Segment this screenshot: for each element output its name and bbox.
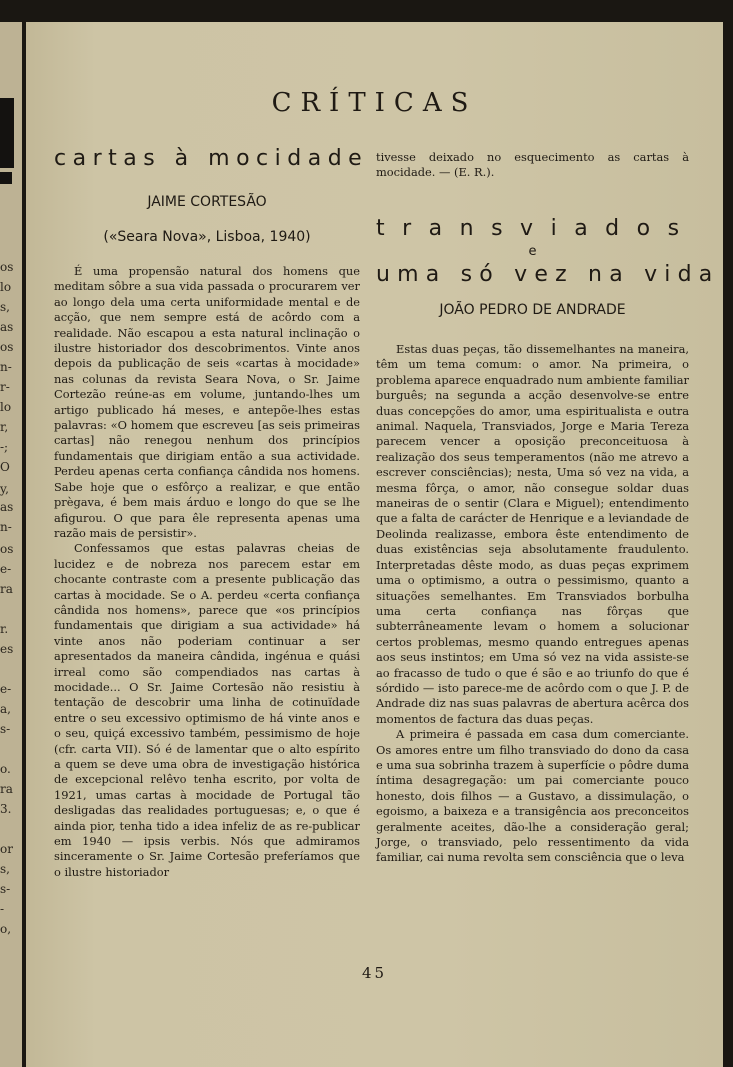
margin-fragment: s-	[0, 722, 11, 736]
margin-fragment: e-	[0, 682, 12, 696]
margin-fragment: e-	[0, 562, 12, 576]
page	[26, 22, 723, 1067]
margin-fragment: as	[0, 320, 14, 334]
margin-fragment: n-	[0, 520, 12, 534]
article1-continuation	[376, 150, 689, 181]
margin-fragment: o,	[0, 922, 12, 936]
article1-continuation-text: tivesse deixado no esquecimento as cartas à mocidade. — (E. R.).	[376, 150, 689, 180]
margin-fragment: s,	[0, 862, 10, 876]
margin-fragment: as	[0, 500, 14, 514]
margin-fragment: n-	[0, 360, 12, 374]
margin-fragment: r,	[0, 420, 9, 434]
margin-fragment: ra	[0, 782, 13, 796]
margin-fragment: r.	[0, 622, 9, 636]
article1-paragraph: Confessamos que estas palavras cheias de lucidez e de nobreza nos parecem estar em chocante contraste com a presente publicação das cartas à mocidade. Se o A. perdeu «certa confiança cândida nos homens», parece que «os princípios fundamentais que dirigiam a sua actividade» há vinte anos não poderiam continuar a ser apresentados da maneira cândida, ingénua e quási irreal como são compendiados nas cartas à mocidade... O Sr. Jaime Cortesão não resistiu à tentação de descobrir uma linha de cotinuïdade entre o seu excessivo optimismo de há vinte anos e o seu, quiçá excessivo também, pessimismo de hoje (cfr. carta VII). Só é de lamentar que o alto espírito a quem se deve uma obra de investigação histórica de excepcional relêvo tenha escrito, por volta de 1921, umas cartas à mocidade de Portugal tão desligadas das realidades portuguesas; e, o que é ainda pior, tenha tido a idea infeliz de as re-publicar em 1940 — ipsis verbis. Nós que admiramos sinceramente o Sr. Jaime Cortesão preferíamos que o ilustre historiador	[54, 541, 360, 879]
margin-fragment: s-	[0, 882, 11, 896]
margin-fragment: os	[0, 260, 14, 274]
margin-fragment: O	[0, 460, 10, 474]
article1-title: cartas à mocidade	[54, 146, 369, 171]
article1-source: («Seara Nova», Lisboa, 1940)	[103, 229, 311, 245]
article2-title-line2: uma só vez na vida	[376, 262, 720, 287]
margin-fragment: lo	[0, 400, 12, 414]
margin-fragment: 3.	[0, 802, 12, 816]
article2-body	[376, 342, 689, 866]
previous-page-rule	[0, 172, 12, 184]
article1-body	[54, 264, 360, 880]
article2-paragraph: A primeira é passada em casa dum comerciante. Os amores entre um filho transviado do dono da casa e uma sua sobrinha trazem à superfície o pôdre duma íntima desagregação: um pai comerciante pouco honesto, dois filhos — a Gustavo, a dissimulação, o egoismo, a baixeza e a transigência aos preconceitos geralmente aceites, dão-lhe a consideração geral; Jorge, o transviado, pelo ressentimento da vida familiar, cai numa revolta sem consciência que o leva	[376, 727, 689, 865]
previous-page-initial	[0, 98, 14, 168]
article2-author: JOÃO PEDRO DE ANDRADE	[439, 302, 626, 318]
article2-title-conjunction: e	[528, 244, 537, 259]
margin-fragment: or	[0, 842, 13, 856]
margin-fragment: os	[0, 340, 14, 354]
article2-paragraph: Estas duas peças, tão dissemelhantes na maneira, têm um tema comum: o amor. Na primeira, o problema aparece enquadrado num ambiente familiar burguês; na segunda a acção desenvolve-se entre duas concepções do amor, uma espiritualista e outra animal. Naquela, Transviados, Jorge e Maria Tereza parecem vencer a oposição preconceituosa à realização dos seus temperamentos (não me atrevo a escrever consciências); nesta, Uma só vez na vida, a mesma fôrça, o amor, não consegue soldar duas maneiras de o sentir (Clara e Miguel); entendimento que a falta de carácter de Henrique e a leviandade de Deolinda realizasse, embora êste entendimento de duas existências seja absolutamente fraudulento. Interpretadas dêste modo, as duas peças exprimem uma o optimismo, a outra o pessimismo, quanto a situações semelhantes. Em Transviados borbulha uma certa confiança nas fôrças que subterrâneamente levam o homem a solucionar certos problemas, mesmo quando entregues apenas aos seus instintos; em Uma só vez na vida assiste-se ao fracasso de tudo o que é são e ao triunfo do que é sórdido — isto parece-me de acôrdo com o que J. P. de Andrade diz nas suas palavras de abertura acêrca dos momentos de factura das duas peças.	[376, 342, 689, 726]
section-title: CRÍTICAS	[271, 88, 478, 118]
article1-author: JAIME CORTESÃO	[147, 194, 267, 210]
margin-fragment: a,	[0, 702, 11, 716]
previous-page-strip	[0, 22, 22, 1067]
margin-fragment: r-	[0, 380, 10, 394]
margin-fragment: ra	[0, 582, 13, 596]
margin-fragment: y,	[0, 482, 9, 496]
article1-paragraph: É uma propensão natural dos homens que meditam sôbre a sua vida passada o procurarem ver ao longo dela uma certa uniformidade mental e de acção, que nem sempre está de acôrdo com a realidade. Não escapou a esta natural inclinação o ilustre historiador dos descobrimentos. Vinte anos depois da publicação de seis «cartas à mocidade» nas colunas da revista Seara Nova, o Sr. Jaime Cortezão reúne-as em volume, juntando-lhes um artigo publicado há meses, e antepõe-lhes estas palavras: «O homem que escreveu [as seis primeiras cartas] não renegou nenhum dos princípios fundamentais que dirigiam então a sua actividade. Perdeu apenas certa confiança cândida nos homens. Sabe hoje que o esfôrço a realizar, e que então prègava, é bem mais árduo e longo do que se lhe afigurou. O que para êle representa apenas uma razão mais de persistir».	[54, 264, 360, 540]
margin-fragment: s,	[0, 300, 10, 314]
margin-fragment: lo	[0, 280, 12, 294]
article2-title-line1: transviados	[376, 216, 697, 241]
margin-fragment: -;	[0, 440, 9, 454]
margin-fragment: -	[0, 902, 5, 916]
margin-fragment: es	[0, 642, 14, 656]
margin-fragment: os	[0, 542, 14, 556]
page-number: 45	[361, 964, 388, 982]
margin-fragment: o.	[0, 762, 11, 776]
